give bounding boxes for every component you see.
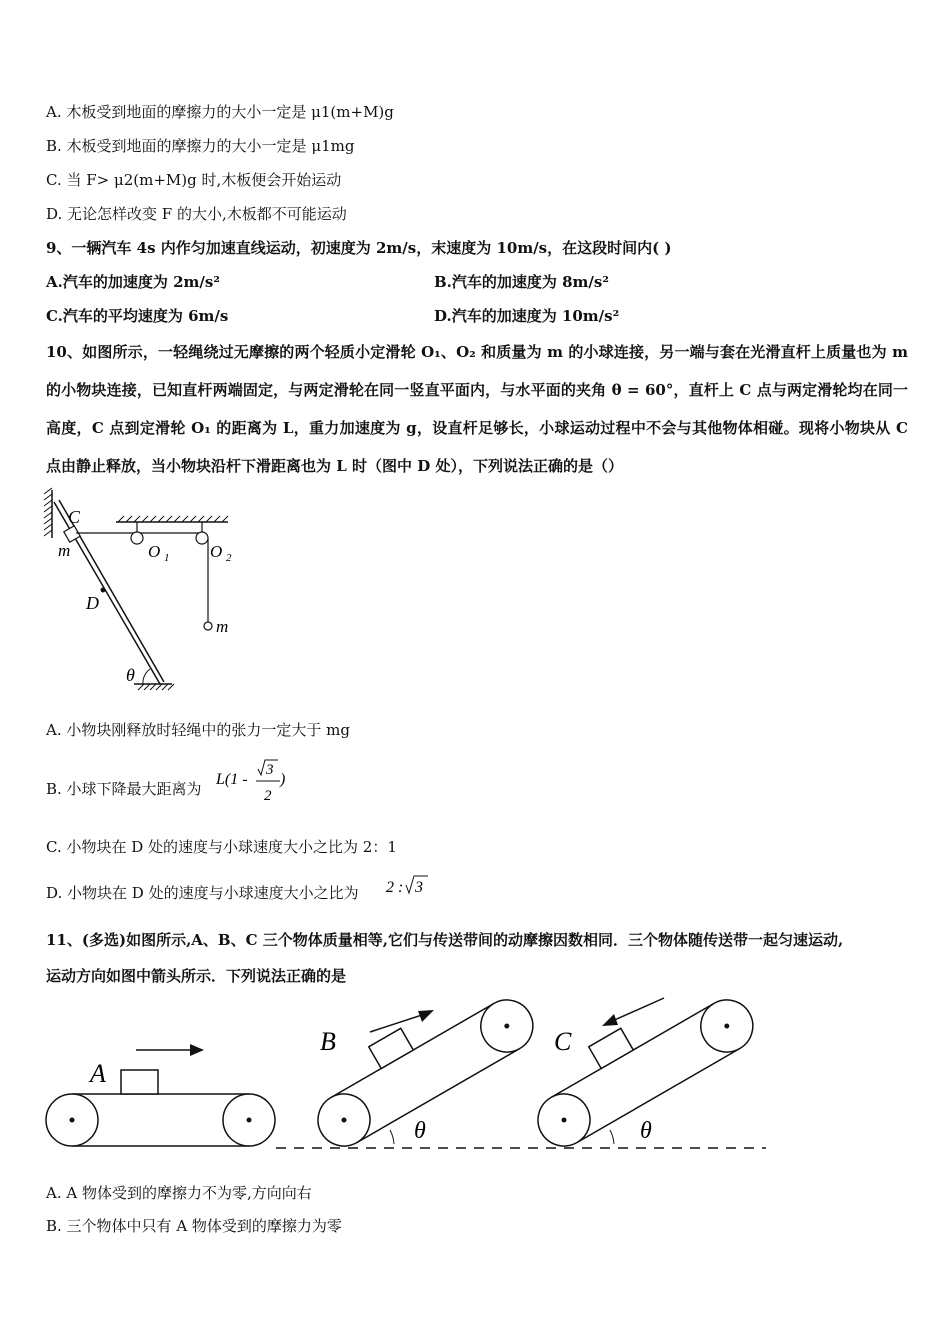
label-m-block: m bbox=[58, 541, 71, 560]
label-a: A bbox=[90, 1059, 106, 1088]
q8-option-a: A. 木板受到地面的摩擦力的大小一定是 μ1(m+M)g bbox=[46, 103, 394, 121]
formula-d-root: 3 bbox=[415, 879, 423, 896]
label-theta-2: θ bbox=[640, 1118, 652, 1144]
label-o2: O bbox=[210, 542, 223, 561]
q9-stem: 9、一辆汽车 4s 内作匀加速直线运动，初速度为 2m/s，末速度为 10m/s，在这段时间内( ) bbox=[46, 239, 672, 257]
q11-option-a: A. A 物体受到的摩擦力不为零,方向向右 bbox=[46, 1184, 312, 1202]
q10-option-b-formula bbox=[214, 756, 294, 806]
q9-option-b: B.汽车的加速度为 8m/s² bbox=[434, 273, 609, 291]
label-o2-sub: 2 bbox=[226, 552, 232, 564]
q10-option-a: A. 小物块刚释放时轻绳中的张力一定大于 mg bbox=[46, 721, 350, 739]
q8-option-d: D. 无论怎样改变 F 的大小,木板都不可能运动 bbox=[46, 205, 347, 223]
label-o1: O bbox=[148, 542, 161, 561]
formula-d-left: 2 : bbox=[386, 879, 404, 896]
label-theta-1: θ bbox=[414, 1118, 426, 1144]
q10-option-d-formula bbox=[384, 872, 434, 902]
label-d: D bbox=[86, 593, 99, 613]
formula-b-suffix: ) bbox=[280, 771, 286, 788]
belt-a bbox=[46, 1044, 275, 1146]
q9-option-a: A.汽车的加速度为 2m/s² bbox=[46, 273, 220, 291]
q10-option-d: D. 小物块在 D 处的速度与小球速度大小之比为 bbox=[46, 884, 359, 902]
belt-b bbox=[296, 969, 542, 1156]
q9-option-c: C.汽车的平均速度为 6m/s bbox=[46, 307, 229, 325]
q10-pulley-figure bbox=[40, 486, 240, 696]
label-c-belt: C bbox=[554, 1027, 572, 1056]
formula-b-den: 2 bbox=[264, 788, 272, 804]
label-m-ball: m bbox=[216, 617, 229, 636]
formula-b-prefix: L(1 - bbox=[216, 771, 248, 788]
label-theta: θ bbox=[126, 665, 135, 685]
label-c: C bbox=[68, 507, 81, 527]
q8-option-c: C. 当 F> μ2(m+M)g 时,木板便会开始运动 bbox=[46, 171, 342, 189]
q8-option-b: B. 木板受到地面的摩擦力的大小一定是 μ1mg bbox=[46, 137, 355, 155]
q11-option-b: B. 三个物体中只有 A 物体受到的摩擦力为零 bbox=[46, 1217, 342, 1235]
q11-conveyor-figure bbox=[44, 996, 774, 1156]
q9-option-d: D.汽车的加速度为 10m/s² bbox=[434, 307, 620, 325]
q10-stem: 10、如图所示，一轻绳绕过无摩擦的两个轻质小定滑轮 O₁、O₂ 和质量为 m 的小球连接，另一端与套在光滑直杆上质量也为 m 的小物块连接，已知直杆两端固定，与两定滑轮在同一竖直平面内，与水平面的夹角 θ = 60°，直杆上 C 点与两定滑轮均在同一高度，C 点到定滑轮 O₁ 的距离为 L，重力加速度为 g，设直杆足够长，小球运动过程中不会与其他物体相碰。现将小物块从 C 点由静止释放，当小物块沿杆下滑距离也为 L 时（图中 D 处），下列说法正确的是（） bbox=[46, 343, 908, 475]
q10-option-b: B. 小球下降最大距离为 bbox=[46, 780, 202, 798]
label-b: B bbox=[320, 1027, 336, 1056]
q11-stem-line2: 运动方向如图中箭头所示．下列说法正确的是 bbox=[46, 967, 347, 985]
label-o1-sub: 1 bbox=[164, 552, 170, 564]
formula-b-num: 3 bbox=[266, 762, 274, 778]
q11-stem-line1: 11、(多选)如图所示,A、B、C 三个物体质量相等,它们与传送带间的动摩擦因数相同．三个物体随传送带一起匀速运动, bbox=[46, 931, 844, 949]
q10-option-c: C. 小物块在 D 处的速度与小球速度大小之比为 2：1 bbox=[46, 838, 397, 856]
belt-c bbox=[516, 969, 762, 1156]
